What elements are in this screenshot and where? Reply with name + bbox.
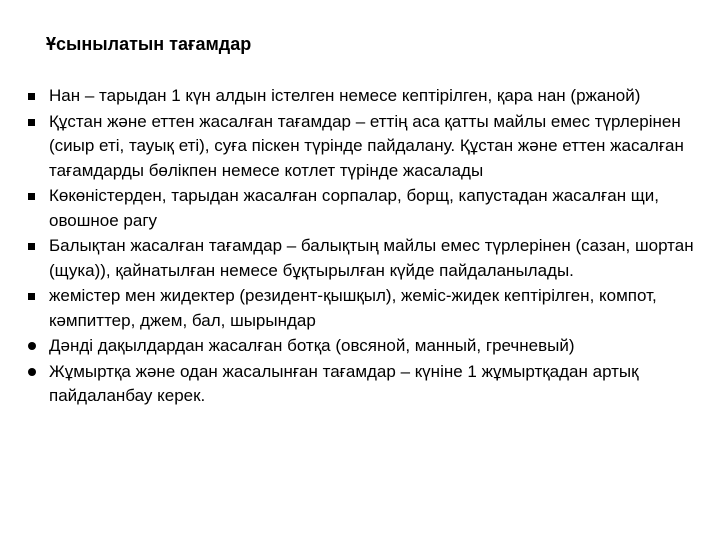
list-item	[28, 334, 700, 359]
bullet-list	[28, 84, 700, 410]
square-bullet-icon	[28, 293, 35, 300]
list-item	[28, 360, 700, 409]
list-item	[28, 284, 700, 333]
list-item-text: Көкөністерден, тарыдан жасалған сорпалар, борщ, капустадан жасалған щи, овошное рагу	[49, 186, 660, 230]
list-item-text: Дәнді дақылдардан жасалған ботқа (овсяной, манный, гречневый)	[49, 336, 575, 355]
list-item-text: жемістер мен жидектер (резидент-қышқыл), жеміс-жидек кептірілген, компот, кәмпиттер, джем, бал, шырындар	[49, 286, 657, 330]
list-item	[28, 184, 700, 233]
list-item	[28, 234, 700, 283]
list-item-text: Балықтан жасалған тағамдар – балықтың майлы емес түрлерінен (сазан, шортан (щука)), қайнатылған немесе бұқтырылған күйде пайдаланылады.	[49, 236, 694, 280]
list-item-text: Құстан және еттен жасалған тағамдар – еттің аса қатты майлы емес түрлерінен (сиыр еті, тауық еті), суға піскен түрінде пайдалану. Құстан және еттен жасалған тағамдарды бөлікпен немесе котлет түрінде жасалады	[49, 111, 684, 180]
square-bullet-icon	[28, 243, 35, 250]
square-bullet-icon	[28, 119, 35, 126]
round-bullet-icon	[28, 368, 36, 376]
square-bullet-icon	[28, 93, 35, 100]
round-bullet-icon	[28, 342, 36, 350]
page-title: Ұсынылатын тағамдар	[46, 34, 252, 54]
list-item	[28, 84, 700, 109]
list-item-text: Жұмыртқа және одан жасалынған тағамдар – күніне 1 жұмыртқадан артық пайдаланбау керек.	[49, 361, 639, 405]
list-item-text: Нан – тарыдан 1 күн алдын істелген немесе кептірілген, қара нан (ржаной)	[49, 86, 641, 105]
square-bullet-icon	[28, 193, 35, 200]
list-item	[28, 110, 700, 184]
